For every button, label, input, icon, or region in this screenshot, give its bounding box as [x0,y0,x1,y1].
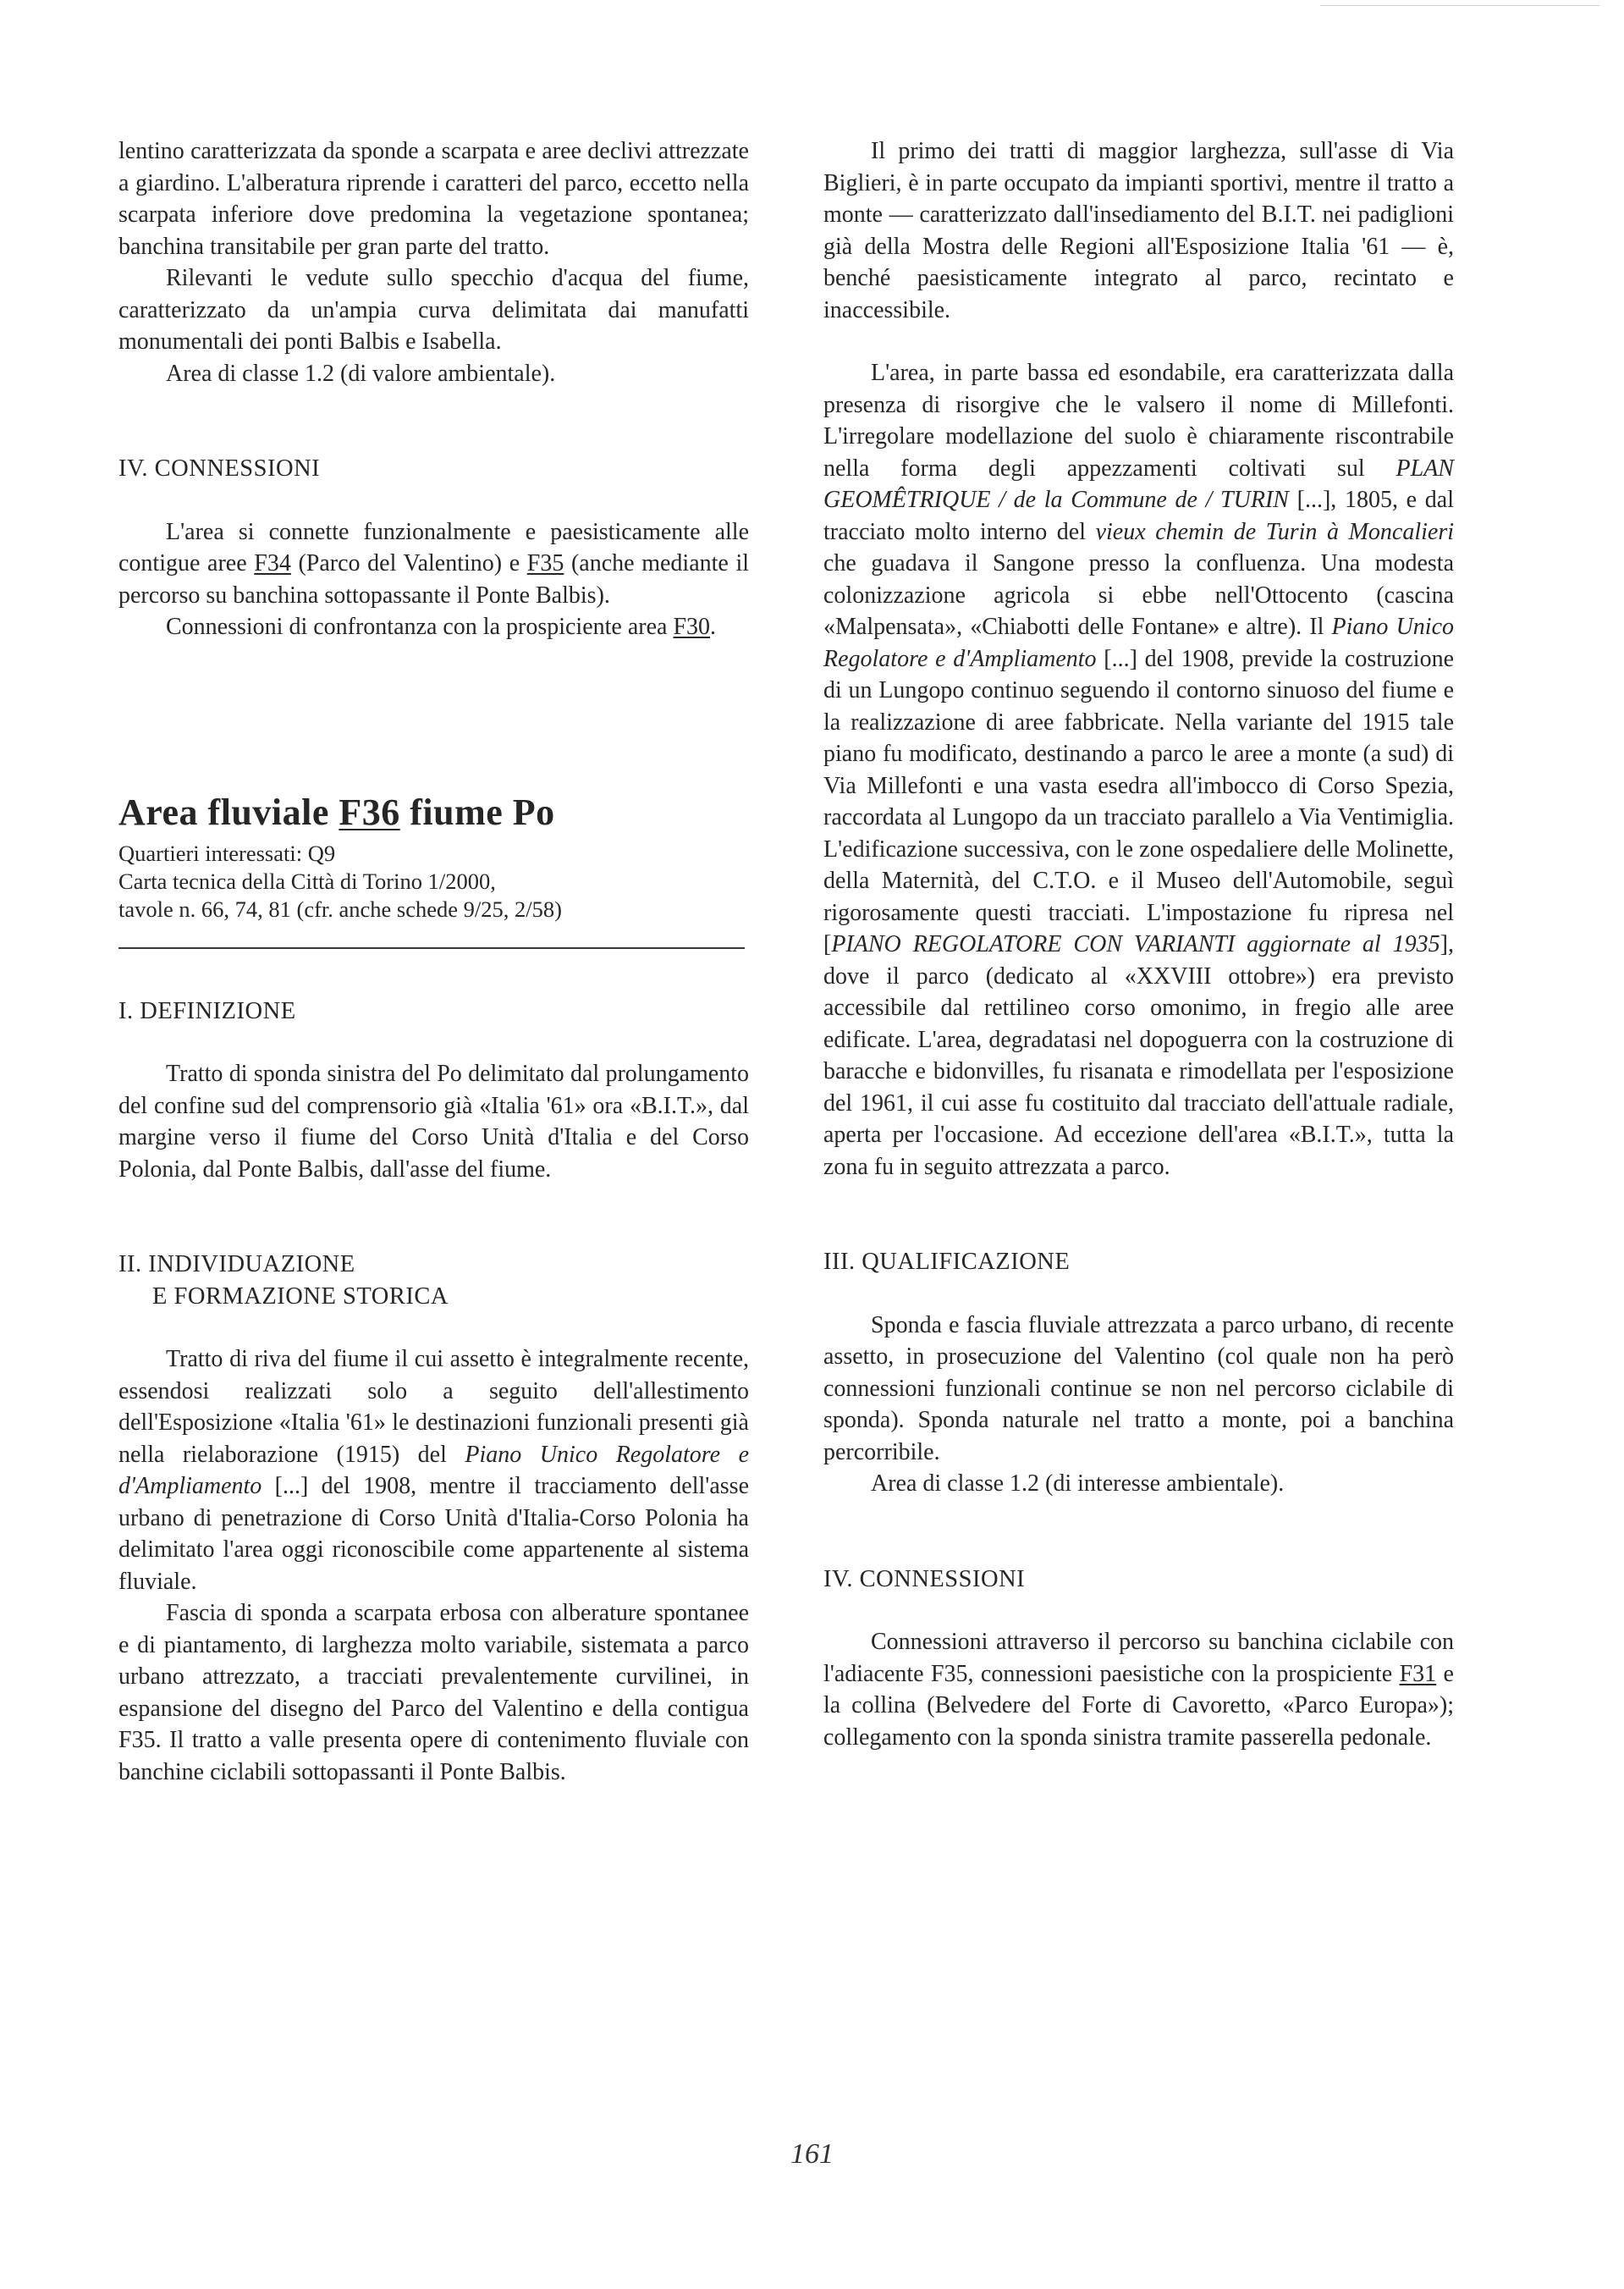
paragraph: lentino caratterizzata da sponde a scarpata e aree declivi attrezzate a giardino. L'alberatura riprende i caratteri del parco, eccetto nella scarpata inferiore dove predomina la vegetazione spontanea; banchina transitabile per gran parte del tratto. [118,138,749,260]
section-heading-qualificazione: III. QUALIFICAZIONE [823,1249,1071,1275]
text-run: L'area, in parte bassa ed esondabile, era caratterizzata dalla presenza di risorgive che le valsero il nome di Millefonti. L'irregolare modellazione del suolo è chiaramente riscontrabile nella forma degli appezzamenti coltivati sul [823,360,1454,482]
italic-title: vieux chemin de Turin à Moncalieri [1095,518,1454,545]
paragraph [823,1626,1454,1753]
area-code: F36 [339,791,400,833]
italic-title: Piano Unico Regolatore e d'Ampliamento [823,614,1455,672]
text-run: (anche mediante il percorso su banchina sottopassante il Ponte Balbis). [118,550,749,609]
carta-line: Carta tecnica della Città di Torino 1/2000, [118,868,496,894]
paragraph: Area di classe 1.2 (di valore ambientale). [166,360,556,387]
text-run: Connessioni di confrontanza con la prospiciente area [166,614,674,640]
text-run: ], dove il parco (dedicato al «XXVIII ottobre») era previsto accessibile dal rettilineo corso omonimo, in fregio alle aree edificate. L'area, degradatasi nel dopoguerra con la costruzione di baracche e bidonvilles, fu risanata e rimodellata per l'esposizione del 1961, il cui asse fu costituito dal tracciato dell'attuale radiale, aperta per l'occasione. Ad eccezione dell'area «B.I.T.», tutta la zona fu in seguito attrezzata a parco. [823,931,1454,1180]
italic-title: PLAN GEOMÊTRIQUE / de la Commune de / TURIN [823,455,1454,513]
section-heading-individuazione [118,1249,749,1312]
page-number: 161 [790,2138,834,2170]
text-run: [...], 1805, e dal tracciato molto interno del [823,487,1454,545]
paragraph: Il primo dei tratti di maggior larghezza, sull'asse di Via Biglieri, è in parte occupato da impianti sportivi, mentre il tratto a monte — caratterizzato dall'insediamento del B.I.T. nei padiglioni già della Mostra delle Regioni all'Esposizione Italia '61 — è, benché paesisticamente integrato al parco, recintato e inaccessibile. [823,138,1454,323]
paragraph: Sponda e fascia fluviale attrezzata a parco urbano, di recente assetto, in prosecuzione del Valentino (col quale non ha però connessioni funzionali continue se non nel percorso ciclabile di sponda). Sponda naturale nel tratto a monte, poi a banchina percorribile. [823,1311,1454,1465]
text-run: Tratto di riva del fiume il cui assetto è integralmente recente, essendosi realizzati solo a seguito dell'allestimento dell'Esposizione «Italia '61» le destinazioni funzionali presenti già nella rielaborazione (1915) del [118,1346,749,1468]
text-run: [...] del 1908, previde la costruzione di un Lungopo continuo seguendo il contorno sinuoso del fiume e la realizzazione di aree fabbricate. Nella variante del 1915 tale piano fu modificato, destinando a parco le aree a monte (a sud) di Via Millefonti e una vasta esedra all'imbocco di Corso Spezia, raccordata al Lungopo da un tracciato parallelo a Via Ventimiglia. L'edificazione successiva, con le zone ospedaliere delle Molinette, della Maternità, del C.T.O. e il Museo dell'Automobile, seguì rigorosamente questi tracciati. L'impostazione fu ripresa nel [ [823,645,1454,957]
text-run: che guadava il Sangone presso la confluenza. Una modesta colonizzazione agricola si ebbe nell'Ottocento (cascina «Malpensata», «Chiabotti delle Fontane» e altre). Il [823,550,1454,640]
section-heading-connessioni: IV. CONNESSIONI [823,1565,1026,1592]
paragraph [823,357,1454,1183]
top-edge-line [1320,5,1599,6]
paragraph: Rilevanti le vedute sullo specchio d'acqua del fiume, caratterizzato da un'ampia curva delimitata dai manufatti monumentali dei ponti Balbis e Isabella. [118,265,749,355]
title-text: Area fluviale [118,791,339,833]
section-heading-connessioni: IV. CONNESSIONI [118,455,321,482]
paragraph [118,1343,749,1597]
section-heading-definizione: I. DEFINIZIONE [118,997,296,1024]
italic-title: PIANO REGOLATORE CON VARIANTI aggiornate al 1935 [831,931,1440,957]
area-title [118,789,749,836]
paragraph: Tratto di sponda sinistra del Po delimitato dal prolungamento del confine sud del comprensorio già «Italia '61» ora «B.I.T.», dal margine verso il fiume del Corso Unità d'Italia e del Corso Polonia, dal Ponte Balbis, dall'asse del fiume. [118,1061,749,1183]
text-run: e la collina (Belvedere del Forte di Cavoretto, «Parco Europa»); collegamento con la sponda sinistra tramite passerella pedonale. [823,1660,1454,1751]
heading-line: E FORMAZIONE STORICA [152,1282,449,1310]
italic-title: Piano Unico Regolatore e d'Ampliamento [118,1441,749,1499]
area-reference: F34 [254,550,291,576]
paragraph [118,611,749,643]
text-run: L'area si connette funzionalmente e paesisticamente alle contigue aree [118,518,749,576]
paragraph: Fascia di sponda a scarpata erbosa con alberature spontanee e di piantamento, di larghezza molto variabile, sistemata a parco urbano attrezzato, a tracciati prevalentemente curvilinei, in espansione del disegno del Parco del Valentino e della contigua F35. Il tratto a valle presenta opere di contenimento fluviale con banchine ciclabili sottopassanti il Ponte Balbis. [118,1600,749,1785]
left-column [118,135,749,1788]
text-run: . [710,614,717,640]
area-reference: F30 [673,614,711,640]
text-run: (Parco del Valentino) e [290,550,527,576]
area-reference: F35 [526,550,564,576]
title-text: fiume Po [399,791,555,833]
area-reference: F31 [1399,1660,1437,1687]
area-metadata [118,840,749,924]
quartieri-line: Quartieri interessati: Q9 [118,840,336,866]
paragraph [118,516,749,612]
text-run: [...] del 1908, mentre il tracciamento dell'asse urbano di penetrazione di Corso Unità d'Italia-Corso Polonia ha delimitato l'area oggi riconoscibile come appartenente al sistema fluviale. [118,1473,749,1595]
paragraph: Area di classe 1.2 (di interesse ambientale). [871,1470,1285,1497]
tavole-line: tavole n. 66, 74, 81 (cfr. anche schede 9/25, 2/58) [118,896,562,922]
heading-line: II. INDIVIDUAZIONE [118,1251,355,1277]
right-column [823,135,1454,1753]
text-run: Connessioni attraverso il percorso su banchina ciclabile con l'adiacente F35, connessioni paesistiche con la prospiciente [823,1629,1454,1687]
